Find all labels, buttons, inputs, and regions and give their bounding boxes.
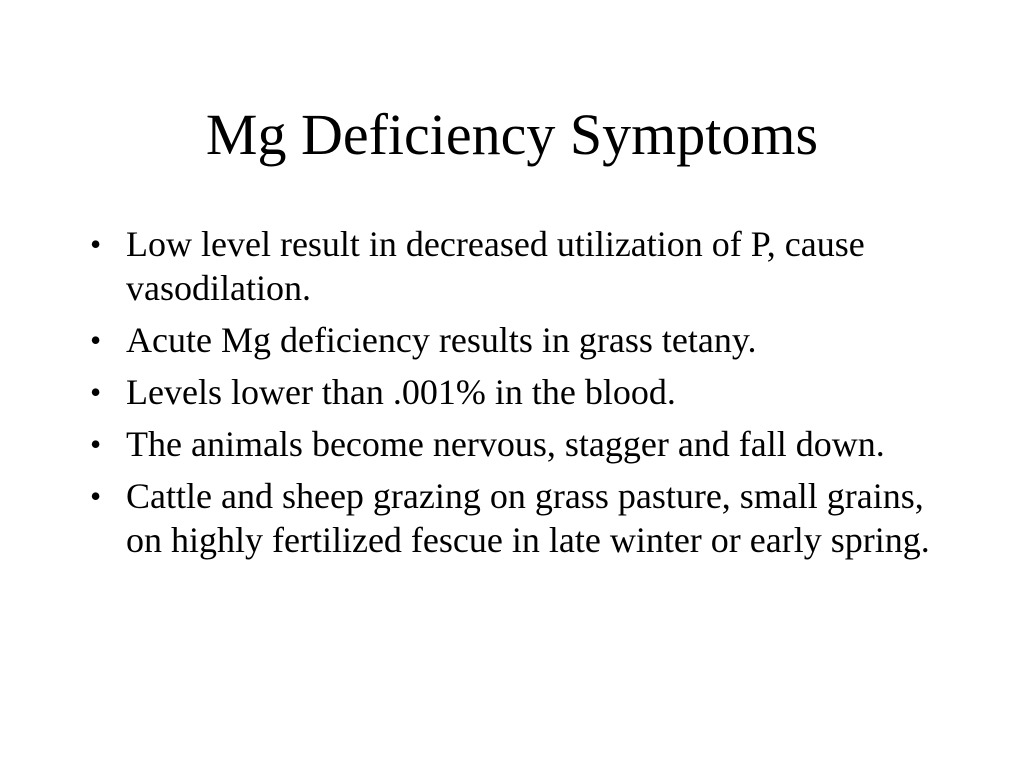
list-item: [90, 222, 950, 310]
bullet-icon: •: [90, 374, 102, 410]
bullet-text: Levels lower than .001% in the blood.: [126, 372, 676, 412]
list-item: [90, 370, 950, 414]
list-item: [90, 422, 950, 466]
slide-title: Mg Deficiency Symptoms: [205, 102, 819, 167]
list-item: [90, 474, 950, 562]
bullet-icon: •: [90, 426, 102, 462]
bullet-text: Low level result in decreased utilization of P, cause vasodilation.: [126, 224, 865, 308]
bullet-text: Cattle and sheep grazing on grass pasture, small grains, on highly fertilized fescue in late winter or early spring.: [126, 476, 930, 560]
bullet-text: Acute Mg deficiency results in grass tetany.: [126, 320, 757, 360]
list-item: [90, 318, 950, 362]
bullet-list: [90, 222, 950, 570]
bullet-text: The animals become nervous, stagger and fall down.: [126, 424, 885, 464]
bullet-icon: •: [90, 478, 102, 514]
bullet-icon: •: [90, 322, 102, 358]
bullet-icon: •: [90, 226, 102, 262]
